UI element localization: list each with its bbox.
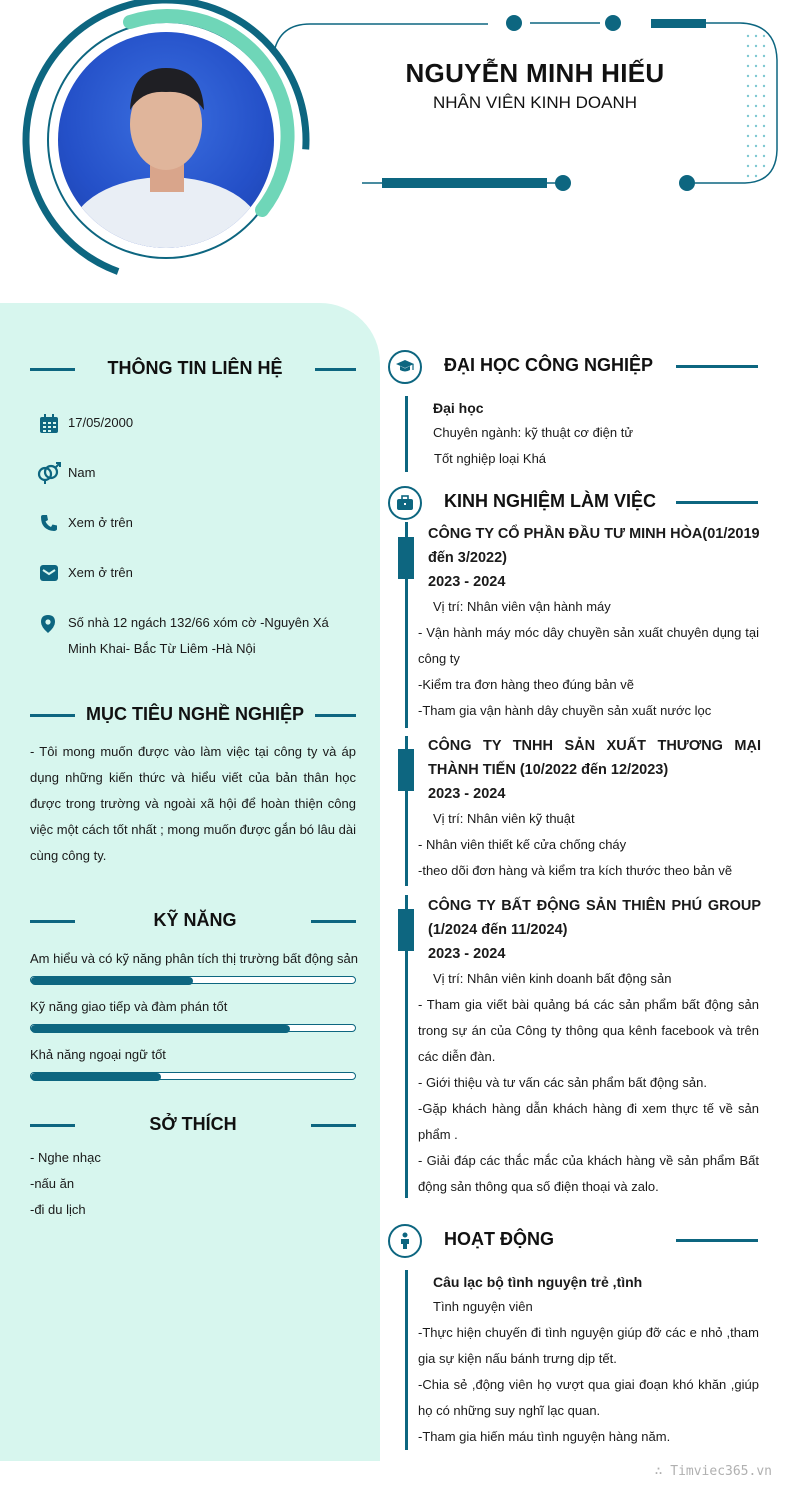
job-duty: -Kiểm tra đơn hàng theo đúng bản vẽ xyxy=(418,677,634,692)
job-company: CÔNG TY CỔ PHẦN ĐẦU TƯ MINH HÒA(01/2019 đến 3/2022) xyxy=(428,526,760,566)
skill-bar-fill xyxy=(31,977,193,985)
objective-text: - Tôi mong muốn được vào làm việc tại công ty và áp dụng những kiến thức và hiểu viết của bản thân học được trong trường và ngoài xã hội để hoàn thiện công việc một cách tốt nhất ; mong muốn được gắn bó lâu dài cùng công ty. xyxy=(30,744,356,863)
profile-photo xyxy=(58,32,274,248)
activity-organization: Câu lạc bộ tình nguyện trẻ ,tình xyxy=(433,1274,643,1290)
divider-line xyxy=(676,501,758,504)
job-years: 2023 - 2024 xyxy=(428,946,506,962)
briefcase-icon xyxy=(396,495,414,511)
activity-item: -Tham gia hiến máu tình nguyện hàng năm. xyxy=(418,1429,671,1444)
job-duty: - Tham gia viết bài quảng bá các sản phẩm bất động sản trong sự án của Công ty thông qua kênh facebook và trên các diễn đàn. xyxy=(418,997,759,1064)
divider-line xyxy=(315,368,356,371)
experience-icon-badge xyxy=(388,486,422,520)
job-duty: -Gặp khách hàng dẫn khách hàng đi xem thực tế về sản phẩm . xyxy=(418,1101,759,1142)
job-position: Vị trí: Nhân viên vận hành máy xyxy=(433,599,611,614)
divider-line xyxy=(676,1239,758,1242)
skill-bar xyxy=(30,976,356,984)
calendar-icon xyxy=(39,414,59,434)
job-years: 2023 - 2024 xyxy=(428,786,506,802)
address-line-1: Số nhà 12 ngách 132/66 xóm cờ -Nguyên Xá xyxy=(68,615,329,630)
gender-text: Nam xyxy=(68,465,96,480)
activity-item: -Thực hiện chuyến đi tình nguyện giúp đỡ các e nhỏ ,tham gia sự kiện nấu bánh trưng dịp tết. xyxy=(418,1325,759,1366)
timeline-bar xyxy=(405,1270,408,1450)
timeline-marker xyxy=(398,749,414,791)
gender-icon xyxy=(36,462,62,484)
graduation-cap-icon xyxy=(395,359,415,375)
objective-section-title: MỤC TIÊU NGHỀ NGHIỆP xyxy=(85,704,304,724)
skills-section-title: KỸ NĂNG xyxy=(153,910,237,930)
education-section-title: ĐẠI HỌC CÔNG NGHIỆP xyxy=(444,355,654,375)
divider-line xyxy=(676,365,758,368)
candidate-role: NHÂN VIÊN KINH DOANH xyxy=(432,93,638,112)
divider-line xyxy=(315,714,356,717)
job-company: CÔNG TY BẤT ĐỘNG SẢN THIÊN PHÚ GROUP (1/2024 đến 11/2024) xyxy=(428,898,761,938)
hobbies-section-title: SỞ THÍCH xyxy=(149,1114,237,1134)
job-company: CÔNG TY TNHH SẢN XUẤT THƯƠNG MẠI THÀNH TIẾN (10/2022 đến 12/2023) xyxy=(428,738,761,778)
activities-icon-badge xyxy=(388,1224,422,1258)
divider-line xyxy=(30,368,75,371)
education-grade: Tốt nghiệp loại Khá xyxy=(434,451,547,466)
email-icon xyxy=(39,564,59,582)
job-duty: - Giới thiệu và tư vấn các sản phẩm bất động sản. xyxy=(418,1075,707,1090)
location-icon xyxy=(40,614,56,634)
education-degree: Đại học xyxy=(433,400,484,416)
avatar-silhouette xyxy=(58,32,274,248)
activities-section-title: HOẠT ĐỘNG xyxy=(444,1229,554,1249)
skill-bar-fill xyxy=(31,1073,161,1081)
divider-line xyxy=(30,1124,75,1127)
education-major: Chuyên ngành: kỹ thuật cơ điện tử xyxy=(433,425,634,440)
skill-bar-fill xyxy=(31,1025,290,1033)
hobby-item: - Nghe nhạc xyxy=(30,1150,101,1165)
job-position: Vị trí: Nhân viên kỹ thuật xyxy=(433,811,575,826)
hobby-item: -nấu ăn xyxy=(30,1176,75,1191)
birthday-text: 17/05/2000 xyxy=(68,415,134,430)
activity-role: Tình nguyện viên xyxy=(433,1299,533,1314)
job-duty: -Tham gia vận hành dây chuyền sản xuất nước lọc xyxy=(418,703,712,718)
candidate-name: NGUYỄN MINH HIẾU xyxy=(405,58,665,88)
skill-label: Khả năng ngoại ngữ tốt xyxy=(30,1047,166,1062)
skill-bar xyxy=(30,1024,356,1032)
job-duty: -theo dõi đơn hàng và kiểm tra kích thước theo bản vẽ xyxy=(418,863,733,878)
contact-section-title: THÔNG TIN LIÊN HỆ xyxy=(107,358,283,378)
timeline-marker xyxy=(398,537,414,579)
email-text: Xem ở trên xyxy=(68,565,133,580)
experience-section-title: KINH NGHIỆM LÀM VIỆC xyxy=(444,491,657,511)
address-line-2: Minh Khai- Bắc Từ Liêm -Hà Nội xyxy=(68,641,256,656)
divider-line xyxy=(311,1124,356,1127)
divider-line xyxy=(30,920,75,923)
activity-item: -Chia sẻ ,động viên họ vượt qua giai đoạn khó khăn ,giúp họ có những suy nghĩ lạc quan. xyxy=(418,1377,759,1418)
timeline-bar xyxy=(405,396,408,472)
job-duty: - Vận hành máy móc dây chuyền sản xuất chuyên dụng tại công ty xyxy=(418,625,759,666)
footer-brand[interactable]: ∴ Timviec365.vn xyxy=(654,1464,772,1479)
divider-line xyxy=(30,714,75,717)
person-icon xyxy=(398,1232,412,1250)
phone-icon xyxy=(40,514,58,532)
skill-label: Am hiểu và có kỹ năng phân tích thị trường bất động sản xyxy=(30,951,358,966)
education-icon-badge xyxy=(388,350,422,384)
job-position: Vị trí: Nhân viên kinh doanh bất động sản xyxy=(433,971,672,986)
job-years: 2023 - 2024 xyxy=(428,574,506,590)
divider-line xyxy=(311,920,356,923)
phone-text: Xem ở trên xyxy=(68,515,133,530)
skill-bar xyxy=(30,1072,356,1080)
job-duty: - Giải đáp các thắc mắc của khách hàng về sản phẩm Bất động sản thông qua số điện thoại và zalo. xyxy=(418,1153,759,1194)
skill-label: Kỹ năng giao tiếp và đàm phán tốt xyxy=(30,999,228,1014)
hobby-item: -đi du lịch xyxy=(30,1202,86,1217)
job-duty: - Nhân viên thiết kế cửa chống cháy xyxy=(418,837,627,852)
timeline-marker xyxy=(398,909,414,951)
